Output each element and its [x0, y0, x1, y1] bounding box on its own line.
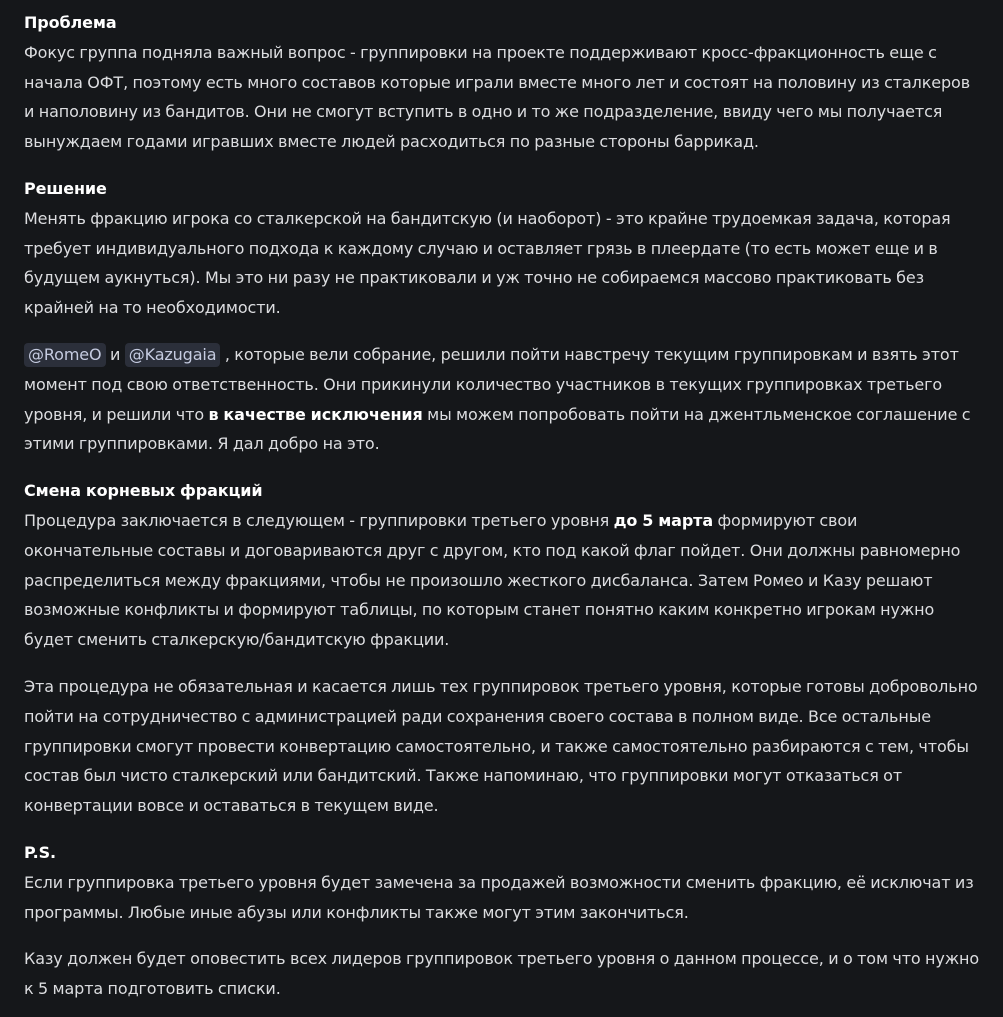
mention-romeo[interactable]: @RomeO: [24, 343, 106, 367]
section-problem: [24, 8, 984, 157]
mention-conjunction: и: [109, 344, 121, 364]
root-change-text-part1: Процедура заключается в следующем - группировки третьего уровня: [24, 510, 610, 530]
heading-root-change: Смена корневых фракций: [24, 481, 263, 501]
paragraph-problem: Фокус группа подняла важный вопрос - группировки на проекте поддерживают кросс-фракционность еще с начала ОФТ, поэтому есть много составов которые играли вместе много лет и состоят на половину из сталкеров и наполовину из бандитов. Они не смогут вступить в одно и то же подразделение, ввиду чего мы получается вынуждаем годами игравших вместе людей расходиться по разные стороны баррикад.: [24, 42, 971, 152]
mention-kazugaia[interactable]: @Kazugaia: [125, 343, 221, 367]
solution-text-part2: мы можем попробовать пойти на джентльменское соглашение с этими группировками. Я дал добро на это.: [24, 404, 971, 454]
heading-solution: Решение: [24, 178, 107, 198]
message-body: [24, 8, 984, 1004]
paragraph-root-change-2: Эта процедура не обязательная и касается лишь тех группировок третьего уровня, которые готовы добровольно пойти на сотрудничество с администрацией ради сохранения своего состава в полном виде. Все остальные группировки смогут провести конвертацию самостоятельно, и также самостоятельно разбираются с тем, чтобы состав был чисто сталкерский или бандитский. Также напоминаю, что группировки могут отказаться от конвертации вовсе и оставаться в текущем виде.: [24, 676, 978, 816]
heading-problem: Проблема: [24, 13, 117, 32]
paragraph-ps-1: Если группировка третьего уровня будет замечена за продажей возможности сменить фракцию, её исключат из программы. Любые иные абузы или конфликты также могут этим закончиться.: [24, 872, 974, 922]
solution-text-part1: , которые вели собрание, решили пойти навстречу текущим группировкам и взять этот момент под свою ответственность. Они прикинули количество участников в текущих группировках третьего уровня, и решили что: [24, 344, 959, 424]
solution-bold-exception: в качестве исключения: [208, 404, 423, 424]
root-change-text-part2: формируют свои окончательные составы и договариваются друг с другом, кто под какой флаг пойдет. Они должны равномерно распределиться между фракциями, чтобы не произошло жесткого дисбаланса. Затем Ромео и Казу решают возможные конфликты и формируют таблицы, по которым станет понятно каким конкретно игрокам нужно будет сменить сталкерскую/бандитскую фракции.: [24, 510, 961, 650]
paragraph-solution-1: Менять фракцию игрока со сталкерской на бандитскую (и наоборот) - это крайне трудоемкая задача, которая требует индивидуального подхода к каждому случаю и оставляет грязь в плеердате (то есть может еще и в будущем аукнуться). Мы это ни разу не практиковали и уж точно не собираемся массово практиковать без крайней на то необходимости.: [24, 208, 951, 318]
root-change-bold-date: до 5 марта: [613, 510, 714, 530]
heading-ps: P.S.: [24, 842, 56, 862]
section-solution: [24, 174, 984, 459]
section-ps: [24, 838, 984, 1004]
paragraph-solution-2: [24, 340, 984, 459]
paragraph-ps-2: Казу должен будет оповестить всех лидеров группировок третьего уровня о данном процессе, и о том что нужно к 5 марта подготовить списки.: [24, 949, 980, 999]
paragraph-root-change-1: [24, 506, 984, 655]
section-root-change: [24, 476, 984, 821]
